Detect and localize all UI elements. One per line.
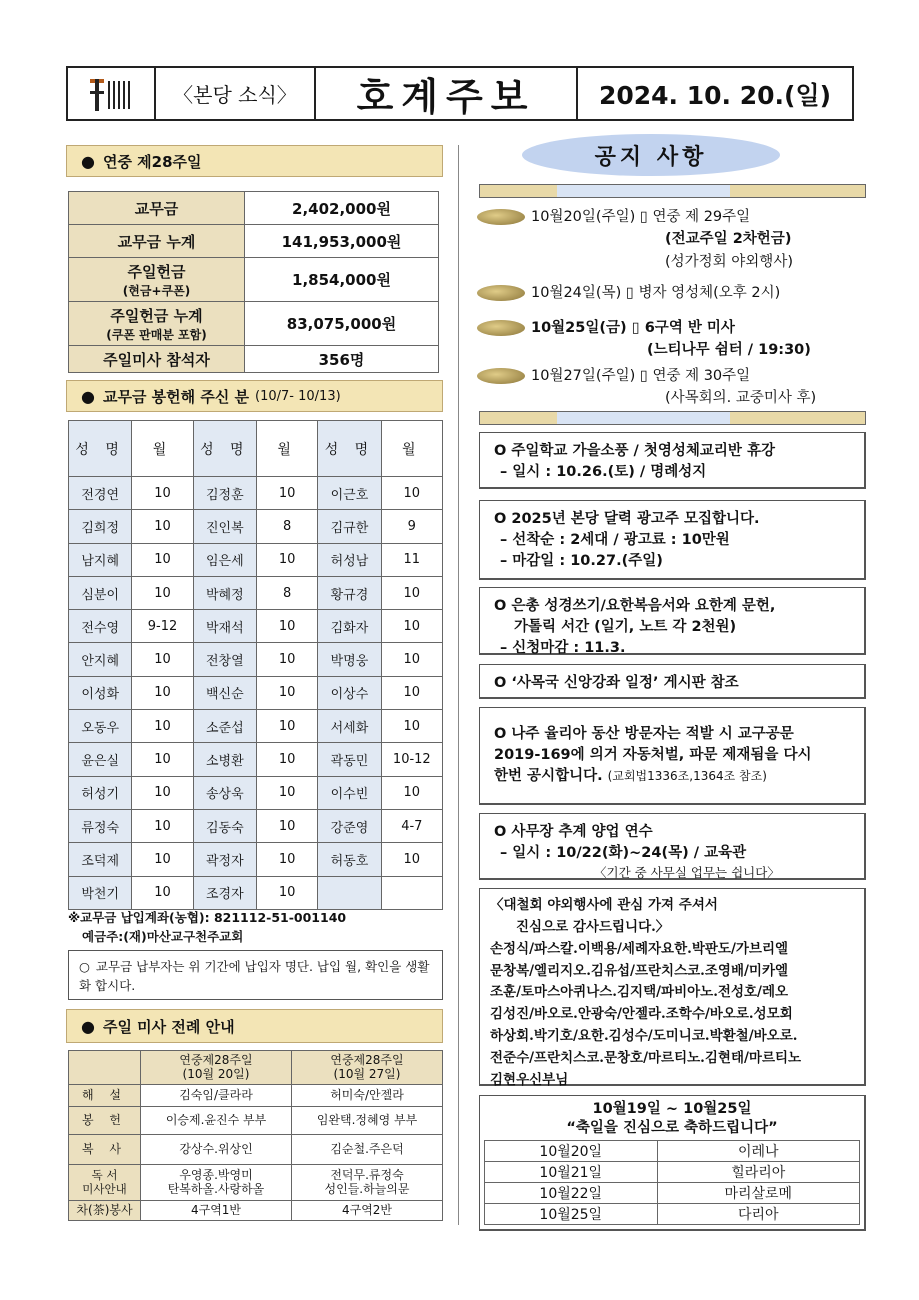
donor-month: 8 [256, 510, 317, 543]
donor-month: 9 [381, 510, 442, 543]
thanks-line: 문창복/엘리지오.김유섭/프란치스코.조영배/미카엘 [490, 962, 789, 979]
table-row [69, 643, 443, 676]
notice-bar-bottom [479, 411, 866, 425]
bulletin-title: 호계주보 [316, 68, 578, 119]
notice-box-3: O 은총 성경쓰기/요한복음서와 요한계 문헌, 가톨릭 서간 (일기, 노트 각 2천원) – 신청마감 : 11.3. [479, 587, 866, 655]
feast-box [479, 1095, 866, 1231]
feast-row [485, 1140, 860, 1161]
thanks-line: 하상회.박기호/요한.김성수/도미니코.박환철/바오로. [490, 1028, 798, 1045]
event-3-detail: (느티나무 쉼터 / 19:30) [647, 342, 811, 359]
donor-month: 10 [381, 776, 442, 809]
donor-month: 10 [256, 743, 317, 776]
feast-saint: 다리아 [657, 1203, 860, 1224]
table-row [69, 510, 443, 543]
bullet-icon: ● [81, 1016, 95, 1036]
event-4-detail: (사목회의. 교중미사 후) [665, 390, 817, 407]
donor-name: 황규경 [318, 576, 381, 609]
donor-month: 10 [132, 576, 193, 609]
column-divider [458, 145, 459, 1225]
mass-role: 봉 헌 [69, 1107, 141, 1135]
donor-month: 10 [132, 876, 193, 909]
donor-name: 김규한 [318, 510, 381, 543]
mass-cell: 김숙임/클라라 [141, 1085, 292, 1107]
donor-name: 이성화 [69, 676, 132, 709]
bullet-icon: ● [81, 386, 95, 406]
donors-body [69, 477, 443, 910]
mass-col-1: 연중제28주일 (10월 20일) [141, 1051, 292, 1085]
circle-bullet-icon: O [494, 511, 512, 527]
donor-month: 10 [256, 776, 317, 809]
table-row [69, 610, 443, 643]
week-heading-text: 연중 제28주일 [102, 152, 202, 171]
circle-bullet-icon: O [494, 443, 512, 459]
mass-heading [66, 1009, 443, 1043]
table-row [69, 743, 443, 776]
table-row [69, 576, 443, 609]
feast-row [485, 1161, 860, 1182]
donor-name: 송상욱 [193, 776, 256, 809]
notice-box-5-line: 2019-169에 의거 자동처벌, 파문 제재됨을 다시 [494, 747, 812, 764]
oval-bullet-icon [477, 285, 525, 301]
mass-cell: 4구역1반 [141, 1201, 292, 1221]
donor-name: 허성기 [69, 776, 132, 809]
donor-name: 허성남 [318, 543, 381, 576]
donor-name: 소병환 [193, 743, 256, 776]
circle-bullet-icon: O [494, 675, 512, 691]
donor-name: 진인복 [193, 510, 256, 543]
col-header-month: 월 [381, 421, 442, 477]
thanks-line: 김성진/바오로.안광숙/안젤라.조학수/바오로.성모회 [490, 1006, 793, 1023]
mass-cell: 우영종.박영미 탄복하올.사랑하올 [141, 1165, 292, 1201]
circle-bullet-icon: O [494, 726, 512, 742]
finance-value: 356명 [245, 346, 439, 373]
bulletin-header [66, 66, 854, 121]
notice-box-6-line: – 일시 : 10/22(화)~24(목) / 교육관 [500, 845, 747, 862]
thanks-line: 조훈/토마스아퀴나스.김지택/파비아노.전성호/레오 [490, 984, 789, 1001]
donor-name: 백신순 [193, 676, 256, 709]
mass-cell: 4구역2반 [292, 1201, 443, 1221]
donor-month: 10 [132, 776, 193, 809]
feast-saint: 이레나 [657, 1140, 860, 1161]
donor-month: 10 [132, 676, 193, 709]
donor-name: 박재석 [193, 610, 256, 643]
finance-value: 1,854,000원 [245, 258, 439, 302]
feast-row [485, 1182, 860, 1203]
mass-role: 복 사 [69, 1135, 141, 1165]
mass-row [69, 1135, 443, 1165]
finance-row [69, 192, 439, 225]
mass-header-row [69, 1051, 443, 1085]
donor-month: 11 [381, 543, 442, 576]
notice-box-6-note: 〈기간 중 사무실 업무는 쉽니다〉 [594, 865, 780, 881]
week-heading [66, 145, 443, 177]
donor-name: 조경자 [193, 876, 256, 909]
finance-table [68, 191, 439, 373]
finance-label: 주일헌금 (현금+쿠폰) [69, 258, 245, 302]
account-holder: 예금주:(재)마산교구천주교회 [82, 928, 244, 944]
event-4: 10월27일(주일) ▯ 연중 제 30주일 (사목회의. 교중미사 후) [477, 365, 862, 410]
donor-month: 10 [256, 477, 317, 510]
donor-name: 이근호 [318, 477, 381, 510]
donor-month: 10 [256, 843, 317, 876]
oval-bullet-icon [477, 320, 525, 336]
donor-month: 8 [256, 576, 317, 609]
finance-value: 2,402,000원 [245, 192, 439, 225]
donor-name: 곽정자 [193, 843, 256, 876]
table-row [69, 676, 443, 709]
thanks-line: 김현우신부님 [490, 1071, 569, 1088]
feast-date: 10월25일 [485, 1203, 658, 1224]
donor-name: 류정숙 [69, 809, 132, 842]
event-1-note: (성가정회 야외행사) [665, 253, 793, 270]
thanks-heading: 진심으로 감사드립니다.〉 [516, 918, 670, 935]
donor-month: 10 [381, 643, 442, 676]
col-header-month: 월 [256, 421, 317, 477]
col-header-name: 성 명 [69, 421, 132, 477]
notice-bar-top [479, 184, 866, 198]
donor-name: 오동우 [69, 710, 132, 743]
mass-role: 차(茶)봉사 [69, 1201, 141, 1221]
mass-cell: 허미숙/안젤라 [292, 1085, 443, 1107]
mass-row [69, 1085, 443, 1107]
parish-logo [68, 68, 156, 119]
feast-row [485, 1203, 860, 1224]
thanks-names [490, 939, 854, 1092]
col-header-name: 성 명 [193, 421, 256, 477]
event-1-detail: (전교주일 2차헌금) [665, 231, 792, 248]
donor-month: 10 [381, 843, 442, 876]
notice-box-3-line: – 신청마감 : 11.3. [500, 640, 626, 657]
mass-role: 독 서 미사안내 [69, 1165, 141, 1201]
mass-cell: 김순철.주은덕 [292, 1135, 443, 1165]
donor-month: 10 [256, 809, 317, 842]
cross-logo-icon [88, 75, 134, 113]
notice-box-2: O 2025년 본당 달력 광고주 모집합니다. – 선착순 : 2세대 / 광고료 : 10만원 – 마감일 : 10.27.(주일) [479, 500, 866, 580]
finance-row [69, 225, 439, 258]
finance-row [69, 258, 439, 302]
donor-month: 10 [381, 676, 442, 709]
donor-month: 10 [256, 643, 317, 676]
donor-month: 10 [381, 710, 442, 743]
finance-row [69, 302, 439, 346]
mass-cell: 전덕무.류정숙 성인들.하늘의문 [292, 1165, 443, 1201]
donor-month: 10 [132, 809, 193, 842]
account-line: ※교무금 납입계좌(농협): 821112-51-001140 [68, 910, 347, 925]
mass-role: 해 설 [69, 1085, 141, 1107]
donor-name: 윤은실 [69, 743, 132, 776]
donors-table [68, 420, 443, 910]
donor-name: 전창열 [193, 643, 256, 676]
donor-name: 김화자 [318, 610, 381, 643]
table-row [69, 477, 443, 510]
finance-label: 주일미사 참석자 [69, 346, 245, 373]
donor-month: 10 [381, 576, 442, 609]
thanks-box [479, 888, 866, 1086]
donor-month: 10 [132, 510, 193, 543]
notice-box-5: O 나주 율리아 동산 방문자는 적발 시 교구공문 2019-169에 의거 자동처벌, 파문 제재됨을 다시 한번 공시합니다. (교회법1336조,1364조 참조) [479, 707, 866, 805]
donor-name: 전경연 [69, 477, 132, 510]
donors-header-row [69, 421, 443, 477]
donor-month: 10 [256, 610, 317, 643]
donors-period: (10/7- 10/13) [255, 388, 341, 404]
mass-row [69, 1107, 443, 1135]
donor-name: 허동호 [318, 843, 381, 876]
donor-month: 10 [132, 710, 193, 743]
feast-saint: 힐라리아 [657, 1161, 860, 1182]
donor-name: 박명웅 [318, 643, 381, 676]
notice-title: 공지 사항 [522, 134, 780, 176]
section-label: 〈본당 소식〉 [156, 68, 316, 119]
table-row [69, 776, 443, 809]
notice-box-4: O ‘사목국 신앙강좌 일정’ 게시판 참조 [479, 664, 866, 699]
circle-bullet-icon: O [494, 598, 512, 614]
event-3: 10월25일(금) ▯ 6구역 반 미사 (느티나무 쉼터 / 19:30) [477, 317, 862, 362]
donor-month: 10 [256, 876, 317, 909]
donor-note-text: 교무금 납부자는 위 기간에 납입자 명단. 납입 월, 확인을 생활화 합시다. [79, 959, 430, 994]
feast-table [484, 1140, 860, 1225]
donor-name: 심분이 [69, 576, 132, 609]
donor-month: 9-12 [132, 610, 193, 643]
donor-name: 서세화 [318, 710, 381, 743]
donor-note [68, 950, 443, 1000]
donor-month: 10 [256, 710, 317, 743]
donor-month: 10 [256, 543, 317, 576]
finance-value: 83,075,000원 [245, 302, 439, 346]
mass-guide-table [68, 1050, 443, 1221]
event-1: 10월20일(주일) ▯ 연중 제 29주일 (전교주일 2차헌금) (성가정회 야외행사) [477, 206, 862, 273]
feast-date: 10월22일 [485, 1182, 658, 1203]
donor-month: 4-7 [381, 809, 442, 842]
feast-subtitle: “축일을 진심으로 축하드립니다” [566, 1119, 778, 1136]
feast-date: 10월20일 [485, 1140, 658, 1161]
thanks-line: 전준수/프란치스코.문창호/마르티노.김현태/마르티노 [490, 1050, 802, 1067]
donor-name: 이상수 [318, 676, 381, 709]
account-info [68, 909, 346, 947]
donor-name [318, 876, 381, 909]
thanks-line: 손정식/파스칼.이백용/세례자요한.박판도/가브리엘 [490, 940, 789, 957]
donor-name: 소준섭 [193, 710, 256, 743]
bullet-icon: ● [81, 151, 95, 171]
donor-name: 전수영 [69, 610, 132, 643]
table-row [69, 543, 443, 576]
mass-header-blank [69, 1051, 141, 1085]
notice-box-3-line: 가톨릭 서간 (일기, 노트 각 2천원) [514, 619, 737, 636]
notice-box-2-line: – 선착순 : 2세대 / 광고료 : 10만원 [500, 532, 730, 549]
bulletin-date: 2024. 10. 20.(일) [598, 80, 832, 110]
donor-name: 박천기 [69, 876, 132, 909]
donor-name: 이수빈 [318, 776, 381, 809]
donors-heading-text: 교무금 봉헌해 주신 분 [102, 387, 250, 406]
finance-label: 교무금 [69, 192, 245, 225]
notice-box-1-line: – 일시 : 10.26.(토) / 명례성지 [500, 464, 707, 481]
donor-name: 남지혜 [69, 543, 132, 576]
table-row [69, 710, 443, 743]
donor-month: 10-12 [381, 743, 442, 776]
donor-month [381, 876, 442, 909]
donor-name: 강준영 [318, 809, 381, 842]
thanks-heading: 〈대철회 야외행사에 관심 가져 주셔서 [490, 897, 718, 913]
circle-bullet-icon: O [494, 824, 512, 840]
mass-heading-text: 주일 미사 전례 안내 [102, 1017, 235, 1036]
donor-name: 조덕제 [69, 843, 132, 876]
donor-month: 10 [132, 543, 193, 576]
oval-bullet-icon [477, 209, 525, 225]
finance-label: 주일헌금 누계 (쿠폰 판매분 포함) [69, 302, 245, 346]
donor-name: 박혜정 [193, 576, 256, 609]
donor-name: 임은세 [193, 543, 256, 576]
donor-name: 김동숙 [193, 809, 256, 842]
finance-row [69, 346, 439, 373]
mass-cell: 임완택.정혜영 부부 [292, 1107, 443, 1135]
notice-box-1: O 주일학교 가을소풍 / 첫영성체교리반 휴강 – 일시 : 10.26.(토) / 명례성지 [479, 432, 866, 489]
mass-row [69, 1201, 443, 1221]
event-2: 10월24일(목) ▯ 병자 영성체(오후 2시) [477, 282, 862, 304]
notice-box-6: O 사무장 추계 양업 연수 – 일시 : 10/22(화)~24(목) / 교육관 〈기간 중 사무실 업무는 쉽니다〉 [479, 813, 866, 880]
oval-bullet-icon [477, 368, 525, 384]
mass-cell: 강상수.위상인 [141, 1135, 292, 1165]
table-row [69, 809, 443, 842]
donor-name: 김정훈 [193, 477, 256, 510]
donor-name: 김희정 [69, 510, 132, 543]
donor-month: 10 [132, 843, 193, 876]
donors-heading [66, 380, 443, 412]
feast-date: 10월21일 [485, 1161, 658, 1182]
finance-label: 교무금 누계 [69, 225, 245, 258]
col-header-month: 월 [132, 421, 193, 477]
donor-month: 10 [132, 643, 193, 676]
feast-saint: 마리살로메 [657, 1182, 860, 1203]
mass-cell: 이승제.윤진수 부부 [141, 1107, 292, 1135]
table-row [69, 876, 443, 909]
donor-month: 10 [256, 676, 317, 709]
notice-box-2-line: – 마감일 : 10.27.(주일) [500, 553, 663, 570]
donor-name: 안지혜 [69, 643, 132, 676]
donor-month: 10 [381, 477, 442, 510]
donor-month: 10 [132, 743, 193, 776]
col-header-name: 성 명 [318, 421, 381, 477]
donor-name: 곽동민 [318, 743, 381, 776]
mass-row [69, 1165, 443, 1201]
mass-col-2: 연중제28주일 (10월 27일) [292, 1051, 443, 1085]
donor-month: 10 [132, 477, 193, 510]
finance-value: 141,953,000원 [245, 225, 439, 258]
donor-month: 10 [381, 610, 442, 643]
circle-bullet-icon: ○ [79, 959, 90, 974]
table-row [69, 843, 443, 876]
feast-title: 10월19일 ~ 10월25일 [592, 1101, 752, 1117]
